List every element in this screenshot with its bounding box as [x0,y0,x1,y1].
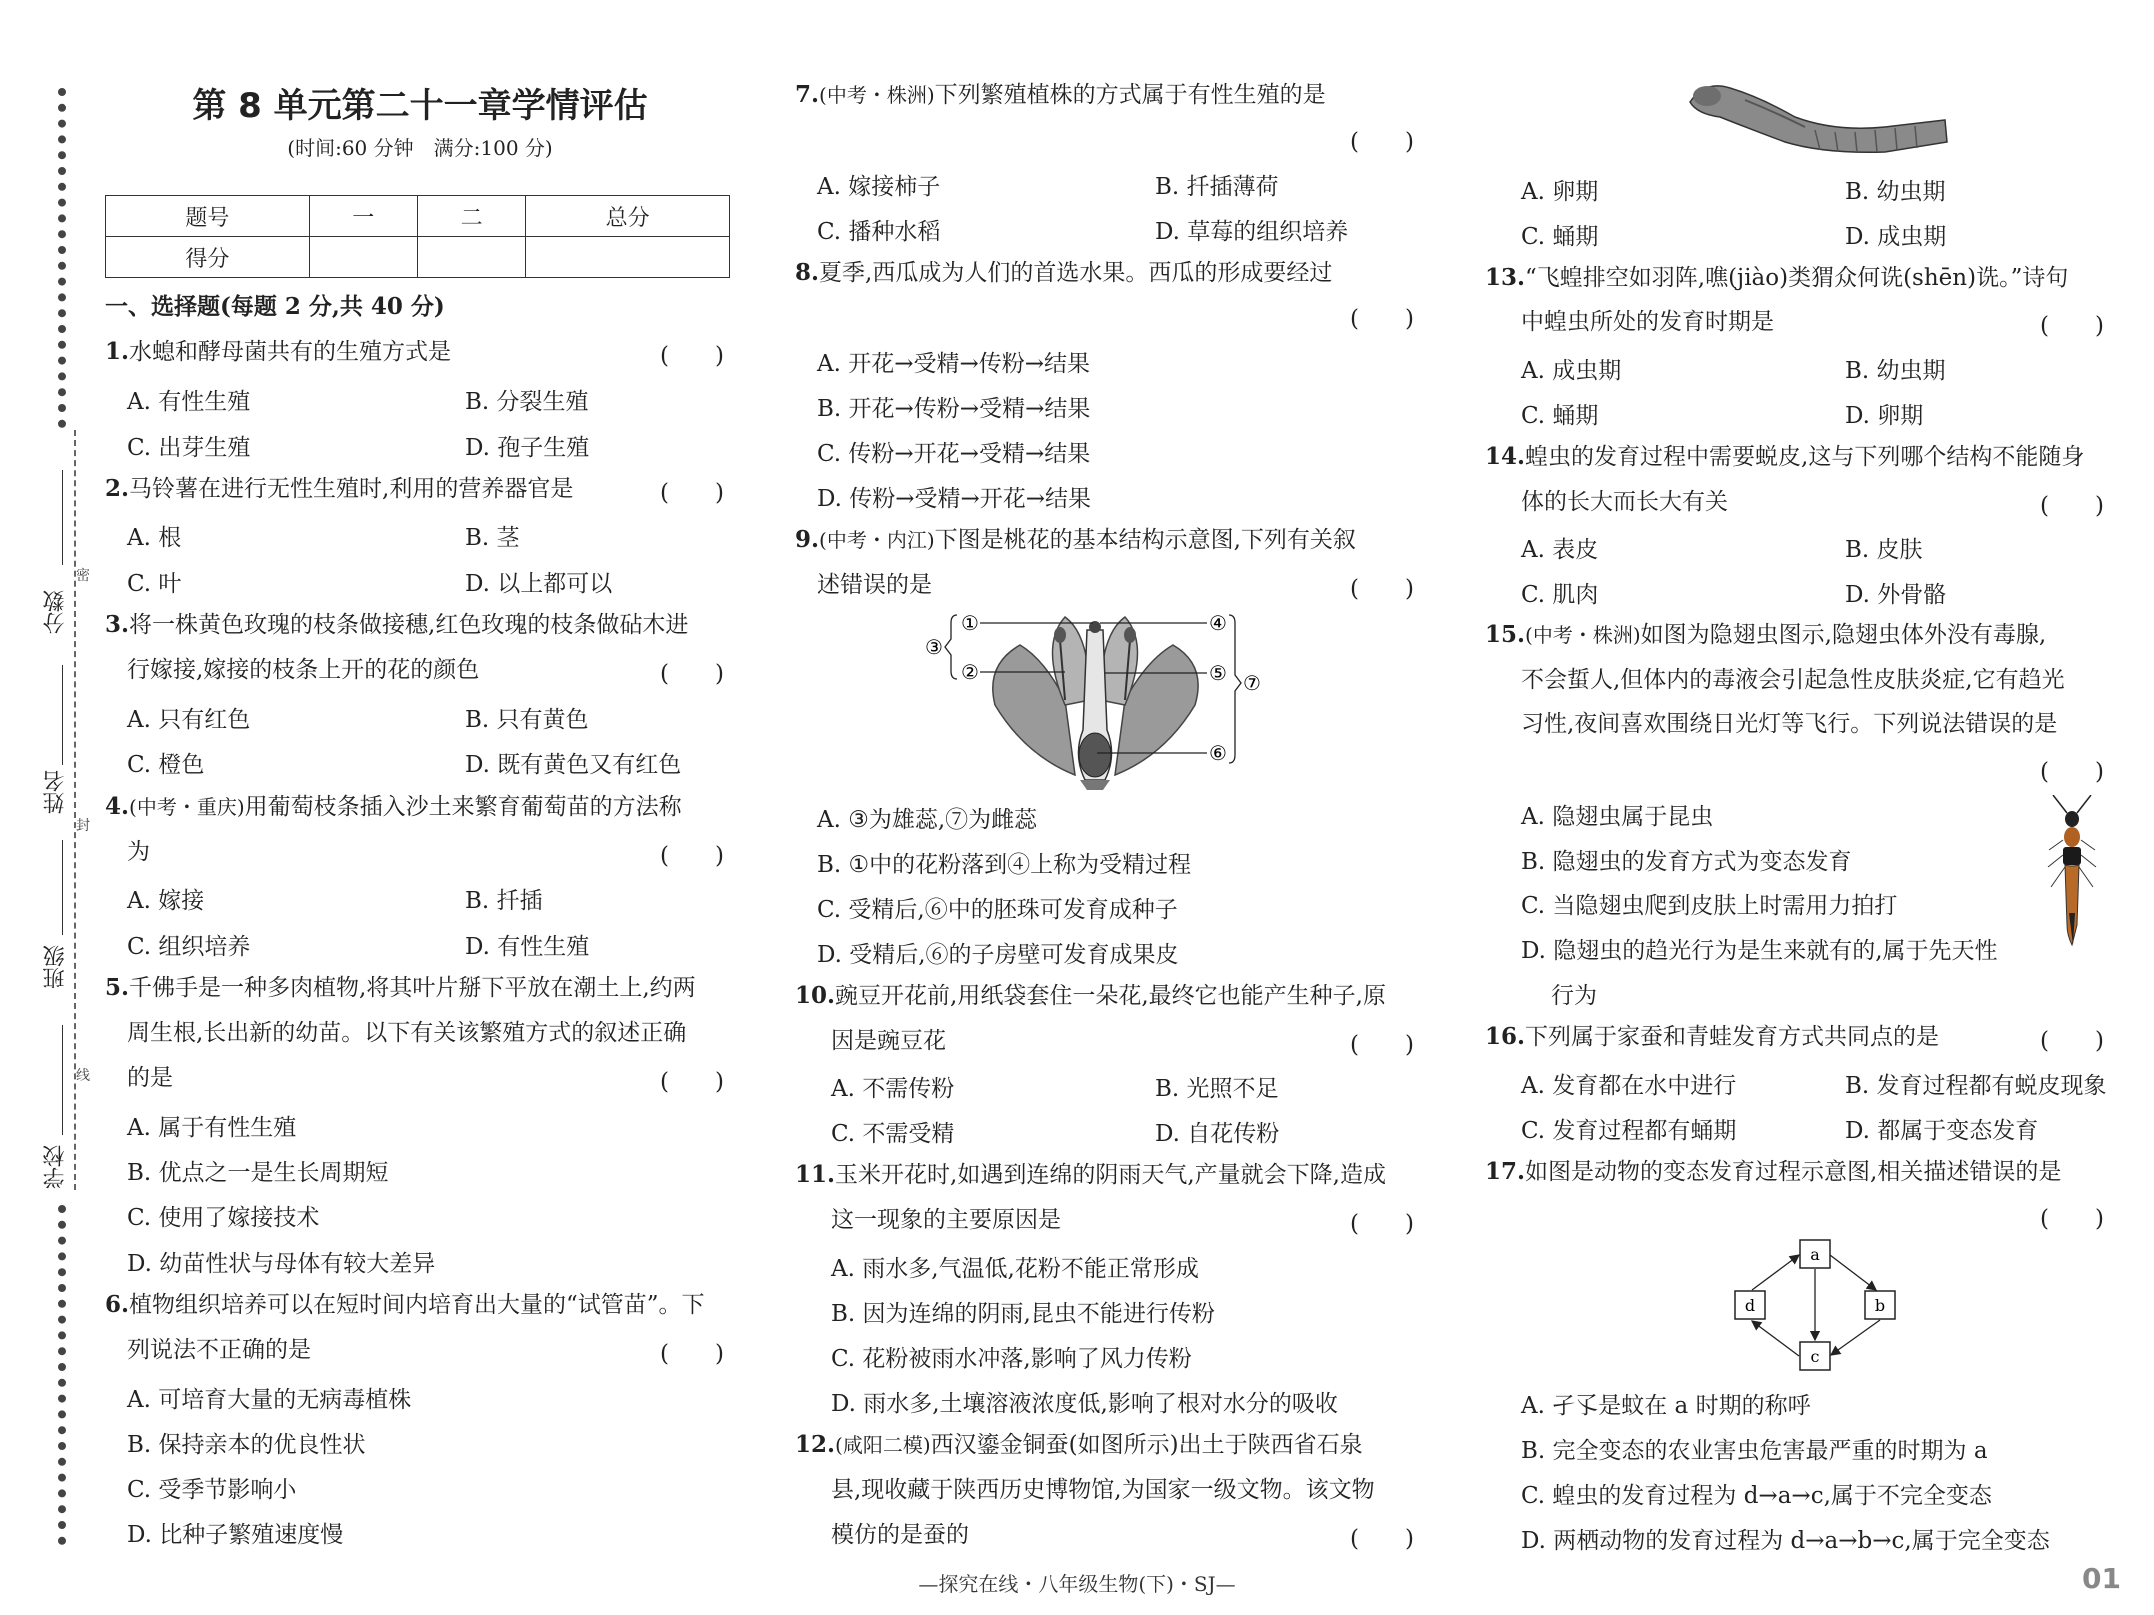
option-a: A. 不需传粉 [831,1076,955,1102]
question-13 [1485,263,2068,293]
option-a: A. ③为雄蕊,⑦为雌蕊 [817,807,1038,833]
question-number: 15. [1485,621,1526,648]
question-source: (中考・株洲) [1525,623,1641,647]
question-stem: 用葡萄枝条插入沙土来繁育葡萄苗的方法称 [244,794,682,820]
option-b: B. 幼虫期 [1845,358,1946,384]
gutter-field-score: 分数 [43,590,68,634]
score-input-cell[interactable] [526,237,730,278]
option-a: A. 嫁接柿子 [817,174,941,200]
score-input-cell[interactable] [417,237,525,278]
option-d: D. 草莓的组织培养 [1155,219,1349,245]
page-subtitle: (时间:60 分钟 满分:100 分) [287,136,553,160]
label-3: ③ [925,635,943,659]
question-stem: 下列繁殖植株的方式属于有性生殖的是 [934,82,1326,108]
option-a: A. 表皮 [1521,537,1599,563]
rove-beetle-image [2045,795,2100,955]
score-cell: 一 [309,196,417,237]
gutter-underline [62,1025,63,1135]
score-cell: 总分 [526,196,730,237]
option-c: C. 花粉被雨水冲落,影响了风力传粉 [831,1346,1192,1372]
option-b: B. 发育过程都有蜕皮现象 [1845,1073,2107,1099]
option-c: C. 不需受精 [831,1121,955,1147]
question-17 [1485,1157,2061,1187]
page-footer: —探究在线・八年级生物(下)・SJ— [918,1572,1236,1596]
answer-blank[interactable]: ( ) [660,661,724,687]
option-d: D. 成虫期 [1845,224,1947,250]
node-d-label: d [1744,1296,1756,1315]
page-title: 第 8 单元第二十一章学情评估 [192,86,648,126]
option-d: D. 外骨骼 [1845,582,1947,608]
question-9 [795,525,1356,555]
question-stem-cont: 行嫁接,嫁接的枝条上开的花的颜色 [127,657,480,683]
option-a: A. 孑孓是蚊在 a 时期的称呼 [1521,1393,1811,1419]
question-number: 6. [105,1291,130,1318]
question-number: 7. [795,81,820,108]
option-d: D. 以上都可以 [465,571,613,597]
peach-flower-diagram [925,605,1265,790]
option-a: A. 隐翅虫属于昆虫 [1521,804,1714,830]
question-stem-cont: 周生根,长出新的幼苗。以下有关该繁殖方式的叙述正确 [127,1020,687,1046]
option-c: C. 传粉→开花→受精→结果 [817,441,1091,467]
question-number: 16. [1485,1023,1526,1050]
option-d: D. 都属于变态发育 [1845,1118,2039,1144]
answer-blank[interactable]: ( ) [1350,1526,1414,1552]
option-a: A. 根 [127,525,182,551]
option-d: D. 幼苗性状与母体有较大差异 [127,1251,436,1277]
answer-blank[interactable]: ( ) [660,843,724,869]
gutter-underline [62,840,63,935]
option-d-cont: 行为 [1551,983,1597,1009]
option-b: B. 因为连绵的阴雨,昆虫不能进行传粉 [831,1301,1215,1327]
option-c: C. 橙色 [127,752,205,778]
question-number: 12. [795,1431,836,1458]
gutter-dots-bottom [58,1205,66,1545]
answer-blank[interactable]: ( ) [660,1069,724,1095]
gutter-field-name: 姓名 [43,770,68,814]
question-number: 13. [1485,264,1526,291]
option-a: A. 开花→受精→传粉→结果 [817,351,1091,377]
question-number: 3. [105,611,130,638]
score-table-header-row [106,196,730,237]
option-d: D. 既有黄色又有红色 [465,752,682,778]
answer-blank[interactable]: ( ) [1350,1211,1414,1237]
score-table [105,195,730,278]
question-number: 11. [795,1161,836,1188]
question-source: (中考・重庆) [129,795,245,819]
option-a: A. 卵期 [1521,179,1599,205]
question-stem-cont: 的是 [127,1065,173,1091]
option-c: C. 蝗虫的发育过程为 d→a→c,属于不完全变态 [1521,1483,1992,1509]
option-b: B. 完全变态的农业害虫危害最严重的时期为 a [1521,1438,1988,1464]
question-stem: 下图是桃花的基本结构示意图,下列有关叙 [934,527,1356,553]
question-stem: 将一株黄色玫瑰的枝条做接穗,红色玫瑰的枝条做砧木进 [129,612,689,638]
question-number: 9. [795,526,820,553]
option-c: C. 叶 [127,571,182,597]
answer-blank[interactable]: ( ) [2040,493,2104,519]
question-number: 10. [795,982,836,1009]
question-source: (中考・内江) [819,528,935,552]
option-a: A. 成虫期 [1521,358,1622,384]
question-number: 4. [105,793,130,820]
question-1 [105,337,451,367]
answer-blank[interactable]: ( ) [1350,306,1414,332]
option-b: B. 光照不足 [1155,1076,1279,1102]
question-8 [795,258,1332,288]
question-stem-cont: 体的长大而长大有关 [1521,489,1728,515]
score-cell: 题号 [106,196,310,237]
answer-blank[interactable]: ( ) [2040,313,2104,339]
option-c: C. 播种水稻 [817,219,941,245]
gutter-seal-xian: 线 [76,1068,90,1084]
option-b: B. 幼虫期 [1845,179,1946,205]
question-stem: 夏季,西瓜成为人们的首选水果。西瓜的形成要经过 [819,260,1333,286]
gutter-seal-feng: 封 [76,818,90,834]
option-c: C. 出芽生殖 [127,435,251,461]
option-c: C. 当隐翅虫爬到皮肤上时需用力拍打 [1521,893,1898,919]
option-a: A. 嫁接 [127,888,205,914]
option-d: D. 比种子繁殖速度慢 [127,1522,344,1548]
label-5: ⑤ [1209,661,1227,685]
score-cell: 二 [417,196,525,237]
label-1: ① [961,611,979,635]
question-stem-cont: 不会蜇人,但体内的毒液会引起急性皮肤炎症,它有趋光 [1521,667,2065,693]
gilt-bronze-silkworm-image [1685,72,1955,162]
option-b: B. 优点之一是生长周期短 [127,1160,389,1186]
option-d: D. 自花传粉 [1155,1121,1280,1147]
answer-blank[interactable]: ( ) [1350,129,1414,155]
gutter-field-class: 班级 [43,945,68,989]
gutter-dots-top [58,88,66,428]
question-12 [795,1430,1363,1460]
question-stem-cont: 述错误的是 [817,572,932,598]
question-stem: 千佛手是一种多肉植物,将其叶片掰下平放在潮土上,约两 [129,975,696,1001]
question-number: 1. [105,338,130,365]
question-number: 5. [105,974,130,1001]
answer-blank[interactable]: ( ) [2040,1206,2104,1232]
node-c-label: c [1810,1347,1820,1366]
question-11 [795,1160,1386,1190]
question-stem: 玉米开花时,如遇到连绵的阴雨天气,产量就会下降,造成 [835,1162,1386,1188]
answer-blank[interactable]: ( ) [1350,576,1414,602]
option-b: B. 隐翅虫的发育方式为变态发育 [1521,849,1852,875]
label-2: ② [961,660,979,684]
question-source: (中考・株洲) [819,83,935,107]
question-16 [1485,1022,1939,1052]
answer-blank[interactable]: ( ) [660,343,724,369]
question-stem: 植物组织培养可以在短时间内培育出大量的“试管苗”。下 [129,1292,705,1318]
question-number: 14. [1485,443,1526,470]
option-a: A. 雨水多,气温低,花粉不能正常形成 [831,1256,1199,1282]
question-stem: 如图为隐翅虫图示,隐翅虫体外没有毒腺, [1640,622,2047,648]
question-stem: 蝗虫的发育过程中需要蜕皮,这与下列哪个结构不能随身 [1525,444,2085,470]
gutter-underline [62,665,63,765]
option-d: D. 两栖动物的发育过程为 d→a→b→c,属于完全变态 [1521,1528,2050,1554]
question-stem: 水螅和酵母菌共有的生殖方式是 [129,339,452,365]
option-c: C. 使用了嫁接技术 [127,1205,320,1231]
question-7 [795,80,1326,110]
question-stem-cont: 为 [127,839,150,865]
answer-blank[interactable]: ( ) [660,480,724,506]
question-stem: 马铃薯在进行无性生殖时,利用的营养器官是 [129,476,574,502]
option-d: D. 隐翅虫的趋光行为是生来就有的,属于先天性 [1521,938,1998,964]
question-stem-cont: 县,现收藏于陕西历史博物馆,为国家一级文物。该文物 [831,1477,1375,1503]
option-c: C. 肌肉 [1521,582,1599,608]
node-b-label: b [1874,1296,1886,1315]
score-cell: 得分 [106,237,310,278]
answer-blank[interactable]: ( ) [2040,759,2104,785]
option-d: D. 卵期 [1845,403,1924,429]
option-c: C. 蛹期 [1521,224,1599,250]
option-a: A. 有性生殖 [127,389,251,415]
option-b: B. 扦插薄荷 [1155,174,1279,200]
option-d: D. 传粉→受精→开花→结果 [817,486,1092,512]
label-7: ⑦ [1243,671,1261,695]
question-stem-cont: 因是豌豆花 [831,1028,946,1054]
score-table-score-row [106,237,730,278]
question-stem: 西汉鎏金铜蚕(如图所示)出土于陕西省石泉 [930,1432,1363,1458]
gutter-field-school: 学校 [43,1145,68,1189]
flower-illustration [993,617,1198,790]
option-b: B. 开花→传粉→受精→结果 [817,396,1091,422]
score-input-cell[interactable] [309,237,417,278]
option-c: C. 发育过程都有蛹期 [1521,1118,1737,1144]
question-stem-cont: 习性,夜间喜欢围绕日光灯等飞行。下列说法错误的是 [1521,711,2058,737]
question-15 [1485,620,2046,650]
answer-blank[interactable]: ( ) [660,1341,724,1367]
question-source: (咸阳二模) [835,1433,931,1457]
question-number: 2. [105,475,130,502]
option-a: A. 发育都在水中进行 [1521,1073,1737,1099]
option-d: D. 孢子生殖 [465,435,590,461]
answer-blank[interactable]: ( ) [2040,1028,2104,1054]
option-c: C. 受季节影响小 [127,1477,297,1503]
question-stem-cont: 列说法不正确的是 [127,1337,311,1363]
option-a: A. 属于有性生殖 [127,1115,297,1141]
question-5 [105,973,696,1003]
option-b: B. 皮肤 [1845,537,1923,563]
option-c: C. 组织培养 [127,934,251,960]
option-a: A. 只有红色 [127,707,251,733]
option-d: D. 受精后,⑥的子房壁可发育成果皮 [817,942,1179,968]
metamorphosis-cycle-diagram [1730,1235,1900,1375]
question-10 [795,981,1386,1011]
question-2 [105,474,573,504]
question-stem: 如图是动物的变态发育过程示意图,相关描述错误的是 [1525,1159,2062,1185]
page-number: 01 [2082,1562,2121,1595]
question-number: 17. [1485,1158,1526,1185]
question-stem-cont: 中蝗虫所处的发育时期是 [1521,309,1774,335]
option-c: C. 蛹期 [1521,403,1599,429]
option-b: B. 保持亲本的优良性状 [127,1432,366,1458]
option-d: D. 雨水多,土壤溶液浓度低,影响了根对水分的吸收 [831,1391,1338,1417]
option-b: B. 扦插 [465,888,543,914]
option-b: B. ①中的花粉落到④上称为受精过程 [817,852,1192,878]
gutter-underline [62,470,63,565]
option-b: B. 茎 [465,525,520,551]
question-3 [105,610,688,640]
question-stem-cont: 模仿的是蚕的 [831,1522,969,1548]
option-b: B. 只有黄色 [465,707,589,733]
question-stem: “飞蝗排空如羽阵,噍(jiào)类猬众何诜(shēn)诜。”诗句 [1525,265,2069,291]
question-4 [105,792,682,822]
label-6: ⑥ [1209,741,1227,765]
option-d: D. 有性生殖 [465,934,590,960]
question-stem: 下列属于家蚕和青蛙发育方式共同点的是 [1525,1024,1940,1050]
option-b: B. 分裂生殖 [465,389,589,415]
option-a: A. 可培育大量的无病毒植株 [127,1387,412,1413]
node-a-label: a [1810,1245,1820,1264]
answer-blank[interactable]: ( ) [1350,1032,1414,1058]
question-stem: 豌豆开花前,用纸袋套住一朵花,最终它也能产生种子,原 [835,983,1386,1009]
option-c: C. 受精后,⑥中的胚珠可发育成种子 [817,897,1178,923]
label-4: ④ [1209,611,1227,635]
question-number: 8. [795,259,820,286]
question-6 [105,1290,705,1320]
question-stem-cont: 这一现象的主要原因是 [831,1207,1061,1233]
section-heading: 一、选择题(每题 2 分,共 40 分) [105,293,445,320]
gutter-seal-mi: 密 [76,568,90,584]
question-14 [1485,442,2084,472]
